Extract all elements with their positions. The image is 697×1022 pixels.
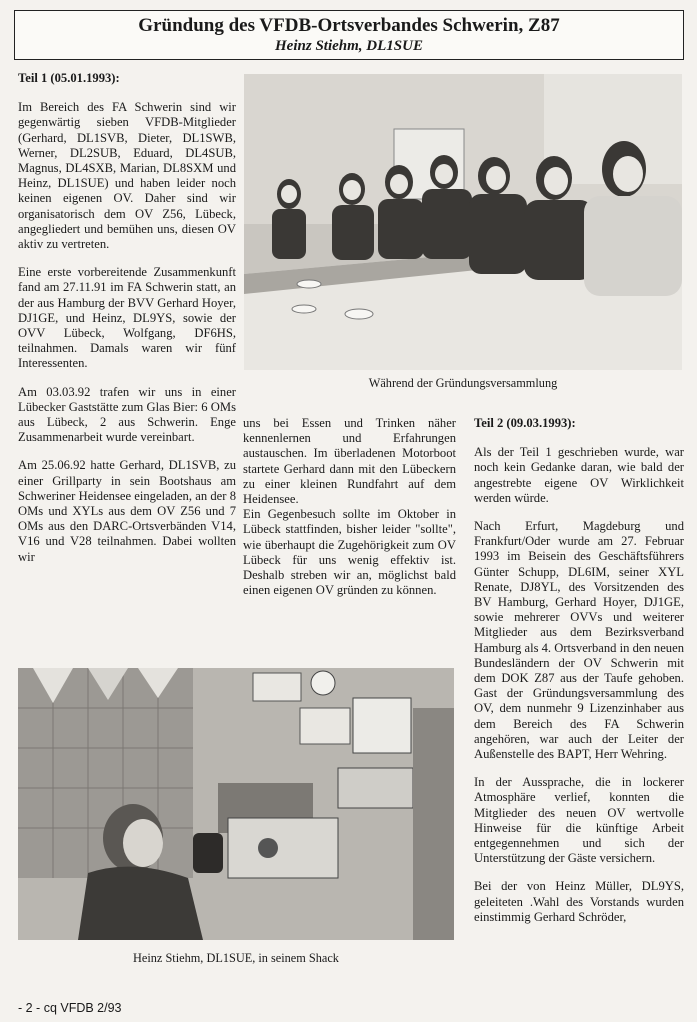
meeting-photo bbox=[244, 74, 682, 370]
meeting-photo-caption: Während der Gründungsversammlung bbox=[368, 376, 558, 390]
column-3 bbox=[474, 416, 684, 938]
shack-photo bbox=[18, 668, 454, 940]
shack-photo-caption: Heinz Stiehm, DL1SUE, in seinem Shack bbox=[133, 951, 339, 965]
paragraph: Als der Teil 1 geschrieben wurde, war noch kein Gedanke daran, wie bald der angestrebte eigene OV Wirklichkeit werden würde. bbox=[474, 445, 684, 505]
paragraph: uns bei Essen und Trinken näher kennenlernen und Erfahrungen austauschen. Im überladenen Motorboot startete Gerhard dann mit den Lübeckern zu einer kleinen Rundfahrt auf dem Heidensee. bbox=[243, 416, 456, 507]
column-2 bbox=[243, 416, 456, 611]
paragraph: Am 25.06.92 hatte Gerhard, DL1SVB, zu einer Grillparty in sein Bootshaus am Schweriner Heidensee eingeladen, an der 8 OMs und XYLs aus dem OV Z56 und 7 OMs aus den DARC-Ortsverbänden V14, V16 und V28 teilnahmen. Dabei wollten wir bbox=[18, 458, 236, 564]
page-footer: - 2 - cq VFDB 2/93 bbox=[18, 1001, 122, 1015]
paragraph: Bei der von Heinz Müller, DL9YS, geleiteten .Wahl des Vorstands wurden einstimmig Gerhard Schröder, bbox=[474, 879, 684, 924]
paragraph: Am 03.03.92 trafen wir uns in einer Lübecker Gaststätte zum Glas Bier: 6 OMs aus Lübeck, 2 aus Schwerin. Enge Zusammenarbeit wurde vereinbart. bbox=[18, 384, 236, 445]
paragraph: Eine erste vorbereitende Zusammenkunft fand am 27.11.91 im FA Schwerin statt, an der aus Hamburg der BVV Gerhard Hoyer, DJ1GE, und Heinz, DL9YS, sowie der OVV Lübeck, Wolfgang, DF6HS, teilnahmen. Damals waren wir fünf Interessenten. bbox=[18, 265, 236, 371]
paragraph: Ein Gegenbesuch sollte im Oktober in Lübeck stattfinden, bisher leider "sollte", wie überhaupt die Zugehörigkeit zum OV Lübeck für uns wenig effektiv ist. Deshalb streben wir an, möglichst bald einen eigenen OV gründen zu können. bbox=[243, 507, 456, 598]
article-author: Heinz Stiehm, DL1SUE bbox=[275, 38, 423, 54]
paragraph: Nach Erfurt, Magdeburg und Frankfurt/Oder wurde am 27. Februar 1993 im Beisein des Geschäftsführers Günter Schupp, DL6IM, seiner XYL Renate, DJ8YL, des Vorsitzenden des BV Hamburg, Gerhard Hoyer, DJ1GE, sowie mehrerer OVVs und weiterer Mitglieder aus dem Bezirksverband Hamburg als 4. Ortsverband in den neuen Bundesländern der OV Schwerin mit dem DOK Z87 aus der Taufe gehoben. Gast der Gründungsversammlung des OV, dem nunmehr 9 Lizenzinhaber aus dem Bereich des FA Schwerin angehören, war auch der Leiter der Außenstelle des BAPT, Herr Wehring. bbox=[474, 519, 684, 762]
article-title: Gründung des VFDB-Ortsverbandes Schwerin, Z87 bbox=[138, 15, 560, 36]
section-heading-part1: Teil 1 (05.01.1993): bbox=[18, 71, 120, 85]
paragraph: In der Aussprache, die in lockerer Atmosphäre verlief, konnten die Mitglieder des neuen OV wertvolle Hinweise für die künftige Arbeit entgegennehmen und sich der Unterstützung der Gäste versichern. bbox=[474, 775, 684, 866]
paragraph: Im Bereich des FA Schwerin sind wir gegenwärtig sieben VFDB-Mitglieder (Gerhard, DL1SVB, Dieter, DL1SWB, Werner, DL2SUB, Eduard, DL4SUB, Magnus, DL4SXB, Marian, DL8SXM und Heinz, DL1SUE) und haben leider noch keinen eigenen OV. Daher sind wir organisatorisch dem OV Z56, Lübeck, angegliedert und bemühen uns, diesen OV aktiv zu vertreten. bbox=[18, 100, 236, 252]
meeting-photo-image bbox=[244, 74, 682, 370]
section-heading-part2: Teil 2 (09.03.1993): bbox=[474, 416, 576, 430]
article-header bbox=[14, 10, 684, 60]
column-1 bbox=[18, 71, 236, 578]
shack-photo-image bbox=[18, 668, 454, 940]
